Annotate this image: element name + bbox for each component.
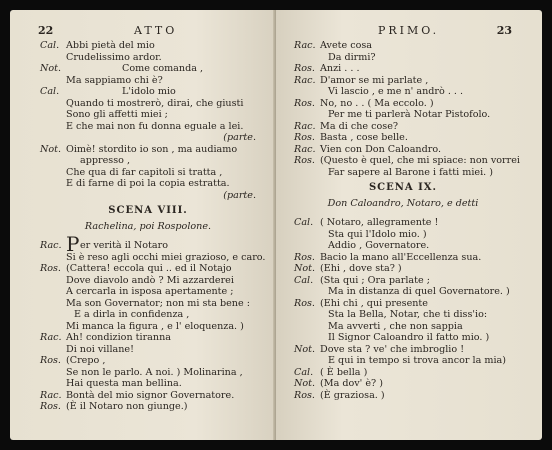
verse-text: No, no . . ( Ma eccolo. ): [320, 97, 434, 109]
verse-text: er verità il Notaro: [80, 240, 168, 251]
speaker-label: Rac.: [294, 74, 316, 86]
text-line: [294, 75, 512, 87]
text-line: [294, 98, 512, 110]
verse-text: Dove diavolo andò ? Mi azzarderei: [66, 274, 234, 286]
verse-text: E a dirla in confidenza ,: [74, 309, 190, 320]
verse-text: Se non le parlo. A noi. ) Molinarina ,: [66, 366, 243, 378]
text-line: [40, 275, 256, 287]
text-line: [40, 251, 266, 264]
verse-text: Bacio la mano all'Eccellenza sua.: [320, 251, 482, 263]
verse-text: (Sta qui ; Ora parlate ;: [320, 274, 430, 286]
drop-cap: P: [66, 232, 80, 256]
verse-text: Di noi villane!: [66, 343, 134, 355]
text-line: [40, 167, 256, 179]
text-line: [40, 390, 256, 402]
text-line: [40, 178, 256, 190]
verse-text: Sta la Bella, Notar, che ti diss'io:: [328, 309, 488, 320]
verse-text: Da dirmi?: [328, 51, 376, 63]
scene-title: SCENA IX.: [368, 182, 438, 193]
text-line: [40, 86, 256, 98]
verse-text: Mi manca la figura , e l' eloquenza. ): [66, 320, 244, 332]
text-line: [40, 344, 256, 356]
left-page: [10, 10, 276, 440]
verse-text: Anzi . . .: [320, 63, 360, 74]
speaker-label: Cal.: [294, 274, 314, 286]
text-line: [294, 309, 512, 321]
text-line: [40, 52, 256, 64]
speaker-label: Ros.: [294, 63, 315, 74]
verse-text: E che mai non fu donna eguale a lei.: [66, 120, 244, 132]
text-line: [40, 232, 256, 256]
stage-direction: (parte.: [223, 132, 256, 143]
stage-direction-line: [40, 132, 256, 144]
verse-text: (Ehi chi , qui presente: [320, 297, 428, 309]
text-line: [40, 298, 256, 310]
verse-text: A cercarla in isposa apertamente ;: [66, 286, 234, 297]
verse-text: Come comanda ,: [122, 63, 204, 74]
text-line: [294, 109, 512, 121]
verse-text: Che qua di far capitoli si tratta ,: [66, 166, 223, 178]
verse-text: Basta , cose belle.: [320, 132, 408, 143]
text-line: [40, 121, 256, 133]
speaker-label: Cal.: [294, 217, 314, 228]
verse-text: E di farne di poi la copia estratta.: [66, 178, 230, 189]
verse-text: Vi lascio , e me n' andrò . . .: [328, 86, 464, 97]
running-header: ATTO: [134, 24, 178, 37]
page-number: 23: [496, 24, 512, 37]
speaker-label: Cal.: [40, 40, 60, 51]
speaker-label: Not.: [294, 263, 316, 274]
stage-direction-line: [40, 190, 256, 202]
speaker-label: Ros.: [40, 401, 61, 412]
text-line: [294, 155, 520, 167]
speaker-label: Rac.: [294, 143, 316, 155]
text-line: [40, 286, 256, 298]
text-line: [294, 263, 512, 275]
verse-text: (È graziosa. ): [320, 389, 385, 401]
text-line: [294, 252, 512, 264]
speaker-label: Rac.: [40, 240, 62, 251]
text-line: [294, 332, 512, 344]
verse-text: Ah! condizion tiranna: [66, 332, 171, 343]
verse-text: Avete cosa: [320, 40, 373, 51]
verse-text: Far sapere al Barone i fatti miei. ): [328, 166, 493, 178]
text-line: [294, 344, 512, 356]
speaker-label: Not.: [40, 143, 62, 155]
text-line: [294, 217, 512, 229]
text-line: [40, 75, 256, 87]
speaker-label: Ros.: [294, 297, 315, 309]
verse-text: Dove sta ? ve' che imbroglio !: [320, 343, 465, 355]
verse-text: (Ma dov' è? ): [320, 378, 383, 389]
running-header: PRIMO.: [378, 24, 440, 37]
speaker-label: Rac.: [40, 389, 62, 401]
verse-text: Per me ti parlerà Notar Pistofolo.: [328, 109, 491, 120]
verse-text: (Crepo ,: [66, 355, 106, 366]
text-line: [294, 52, 512, 64]
speaker-label: Rac.: [294, 120, 316, 132]
text-line: [294, 378, 512, 390]
verse-text: (È il Notaro non giunge.): [66, 401, 188, 412]
verse-text: Quando ti mostrerò, dirai, che giusti: [66, 97, 244, 109]
text-line: [40, 109, 256, 121]
open-book: [10, 10, 542, 440]
verse-text: L'idolo mio: [122, 86, 176, 97]
verse-text: Oimè! stordito io son , ma audiamo: [66, 143, 238, 155]
verse-text: (Cattera! eccola qui .. ed il Notajo: [66, 263, 232, 274]
text-line: [294, 40, 512, 52]
page-number: 22: [38, 24, 54, 37]
scene-cast: Rachelina, poi Rospolone.: [84, 221, 212, 232]
speaker-label: Ros.: [294, 389, 315, 401]
text-line: [294, 240, 512, 252]
verse-text: Il Signor Caloandro il fatto mio. ): [328, 332, 490, 343]
verse-text: appresso ,: [80, 155, 130, 166]
verse-text: Abbi pietà del mio: [66, 40, 155, 51]
text-line: [40, 144, 256, 156]
verse-text: Ma son Governator; non mi sta bene :: [66, 297, 250, 309]
verse-text: Sono gli affetti miei ;: [66, 109, 168, 120]
text-line: [294, 298, 512, 310]
speaker-label: Cal.: [40, 86, 60, 97]
text-line: [294, 63, 512, 75]
text-line: [294, 355, 512, 367]
speaker-label: Not.: [294, 343, 316, 355]
verse-text: Sta qui l'Idolo mio. ): [328, 228, 427, 240]
speaker-label: Rac.: [40, 332, 62, 343]
text-line: [294, 286, 512, 298]
text-line: [40, 355, 256, 367]
text-line: [40, 321, 256, 333]
speaker-label: Ros.: [40, 263, 61, 274]
verse-text: D'amor se mi parlate ,: [320, 74, 429, 86]
scene-cast: Don Caloandro, Notaro, e detti: [327, 198, 479, 209]
verse-text: E qui in tempo si trova ancor la mia): [328, 355, 506, 366]
verse-text: (Ehi , dove sta? ): [320, 263, 402, 274]
speaker-label: Ros.: [294, 155, 315, 166]
verse-text: Vien con Don Caloandro.: [320, 143, 441, 155]
text-line: [40, 401, 256, 413]
speaker-label: Cal.: [294, 366, 314, 378]
text-line: [40, 332, 256, 344]
text-line: [294, 367, 512, 379]
speaker-label: Ros.: [294, 97, 315, 109]
text-line: [294, 144, 512, 156]
verse-text: Ma sappiamo chi è?: [66, 74, 163, 86]
speaker-label: Ros.: [294, 251, 315, 263]
text-line: [40, 378, 256, 390]
verse-text: Ma avverti , che non sappia: [328, 320, 463, 332]
right-page: [276, 10, 542, 440]
verse-text: Bontà del mio signor Governatore.: [66, 389, 235, 401]
text-line: [40, 155, 256, 167]
text-line: [294, 86, 512, 98]
text-line: [40, 263, 256, 275]
text-line: [294, 275, 512, 287]
speaker-label: Not.: [294, 378, 316, 389]
verse-text: (Questo è quel, che mi spiace: non vorrei: [320, 155, 520, 166]
verse-text: ( Notaro, allegramente !: [320, 217, 439, 228]
text-line: [40, 40, 256, 52]
speaker-label: Ros.: [294, 132, 315, 143]
verse-text: Addio , Governatore.: [328, 240, 430, 251]
scene-title: SCENA VIII.: [108, 205, 188, 216]
verse-text: Crudelissimo ardor.: [66, 51, 162, 63]
stage-direction: (parte.: [223, 189, 256, 201]
text-line: [40, 367, 256, 379]
speaker-label: Ros.: [40, 355, 61, 366]
text-line: [294, 390, 512, 402]
speaker-label: Rac.: [294, 40, 316, 51]
verse-text: Ma di che cose?: [320, 120, 399, 132]
text-line: [294, 167, 512, 179]
verse-text: ( È bella ): [320, 366, 368, 378]
verse-text: Ma in distanza di quel Governatore. ): [328, 286, 510, 297]
speaker-label: Not.: [40, 63, 62, 74]
text-line: [40, 63, 256, 75]
text-line: [40, 309, 256, 321]
text-line: [40, 98, 256, 110]
verse-text: Si è reso agli occhi miei grazioso, e caro.: [66, 251, 266, 263]
text-line: [294, 229, 512, 241]
text-line: [294, 132, 512, 144]
verse-text: Hai questa man bellina.: [66, 378, 182, 389]
text-line: [294, 121, 512, 133]
text-line: [294, 321, 512, 333]
